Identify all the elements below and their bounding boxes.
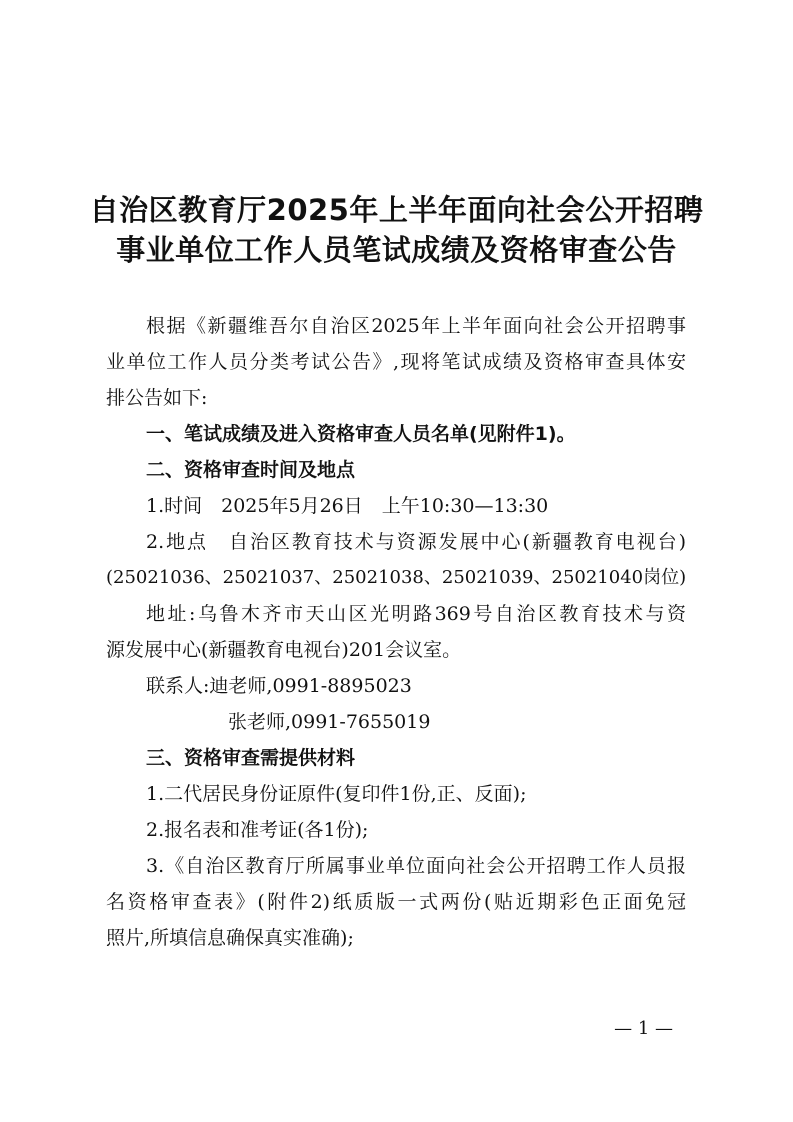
material-2: 2.报名表和准考证(各1份); xyxy=(146,819,369,841)
exam-place-line-2: (25021036、25021037、25021038、25021039、25021040岗位) xyxy=(106,567,687,588)
section-1-heading: 一、笔试成绩及进入资格审查人员名单(见附件1)。 xyxy=(146,423,576,445)
contact-1: 联系人:迪老师,0991-8895023 xyxy=(146,675,412,697)
material-3-line-2: 名资格审查表》(附件2)纸质版一式两份(贴近期彩色正面免冠 xyxy=(106,891,686,913)
exam-place-line-1: 2.地点 自治区教育技术与资源发展中心(新疆教育电视台) xyxy=(146,531,686,553)
intro-line-1: 根据《新疆维吾尔自治区2025年上半年面向社会公开招聘事 xyxy=(146,315,686,337)
exam-time: 1.时间 2025年5月26日 上午10:30—13:30 xyxy=(146,495,549,517)
document-title-line-2: 事业单位工作人员笔试成绩及资格审查公告 xyxy=(116,233,677,267)
material-3-line-1: 3.《自治区教育厅所属事业单位面向社会公开招聘工作人员报 xyxy=(146,855,686,877)
intro-line-3: 排公告如下: xyxy=(106,387,208,409)
section-2-heading: 二、资格审查时间及地点 xyxy=(146,459,356,481)
address-line-1: 地址:乌鲁木齐市天山区光明路369号自治区教育技术与资 xyxy=(146,603,686,625)
address-line-2: 源发展中心(新疆教育电视台)201会议室。 xyxy=(106,639,462,661)
page-number: — 1 — xyxy=(614,1018,673,1039)
contact-2: 张老师,0991-7655019 xyxy=(228,711,431,733)
section-3-heading: 三、资格审查需提供材料 xyxy=(146,747,356,769)
material-1: 1.二代居民身份证原件(复印件1份,正、反面); xyxy=(146,783,527,805)
material-3-line-3: 照片,所填信息确保真实准确); xyxy=(106,927,354,949)
document-title-line-1: 自治区教育厅2025年上半年面向社会公开招聘 xyxy=(89,193,704,227)
intro-line-2: 业单位工作人员分类考试公告》,现将笔试成绩及资格审查具体安 xyxy=(106,351,686,373)
